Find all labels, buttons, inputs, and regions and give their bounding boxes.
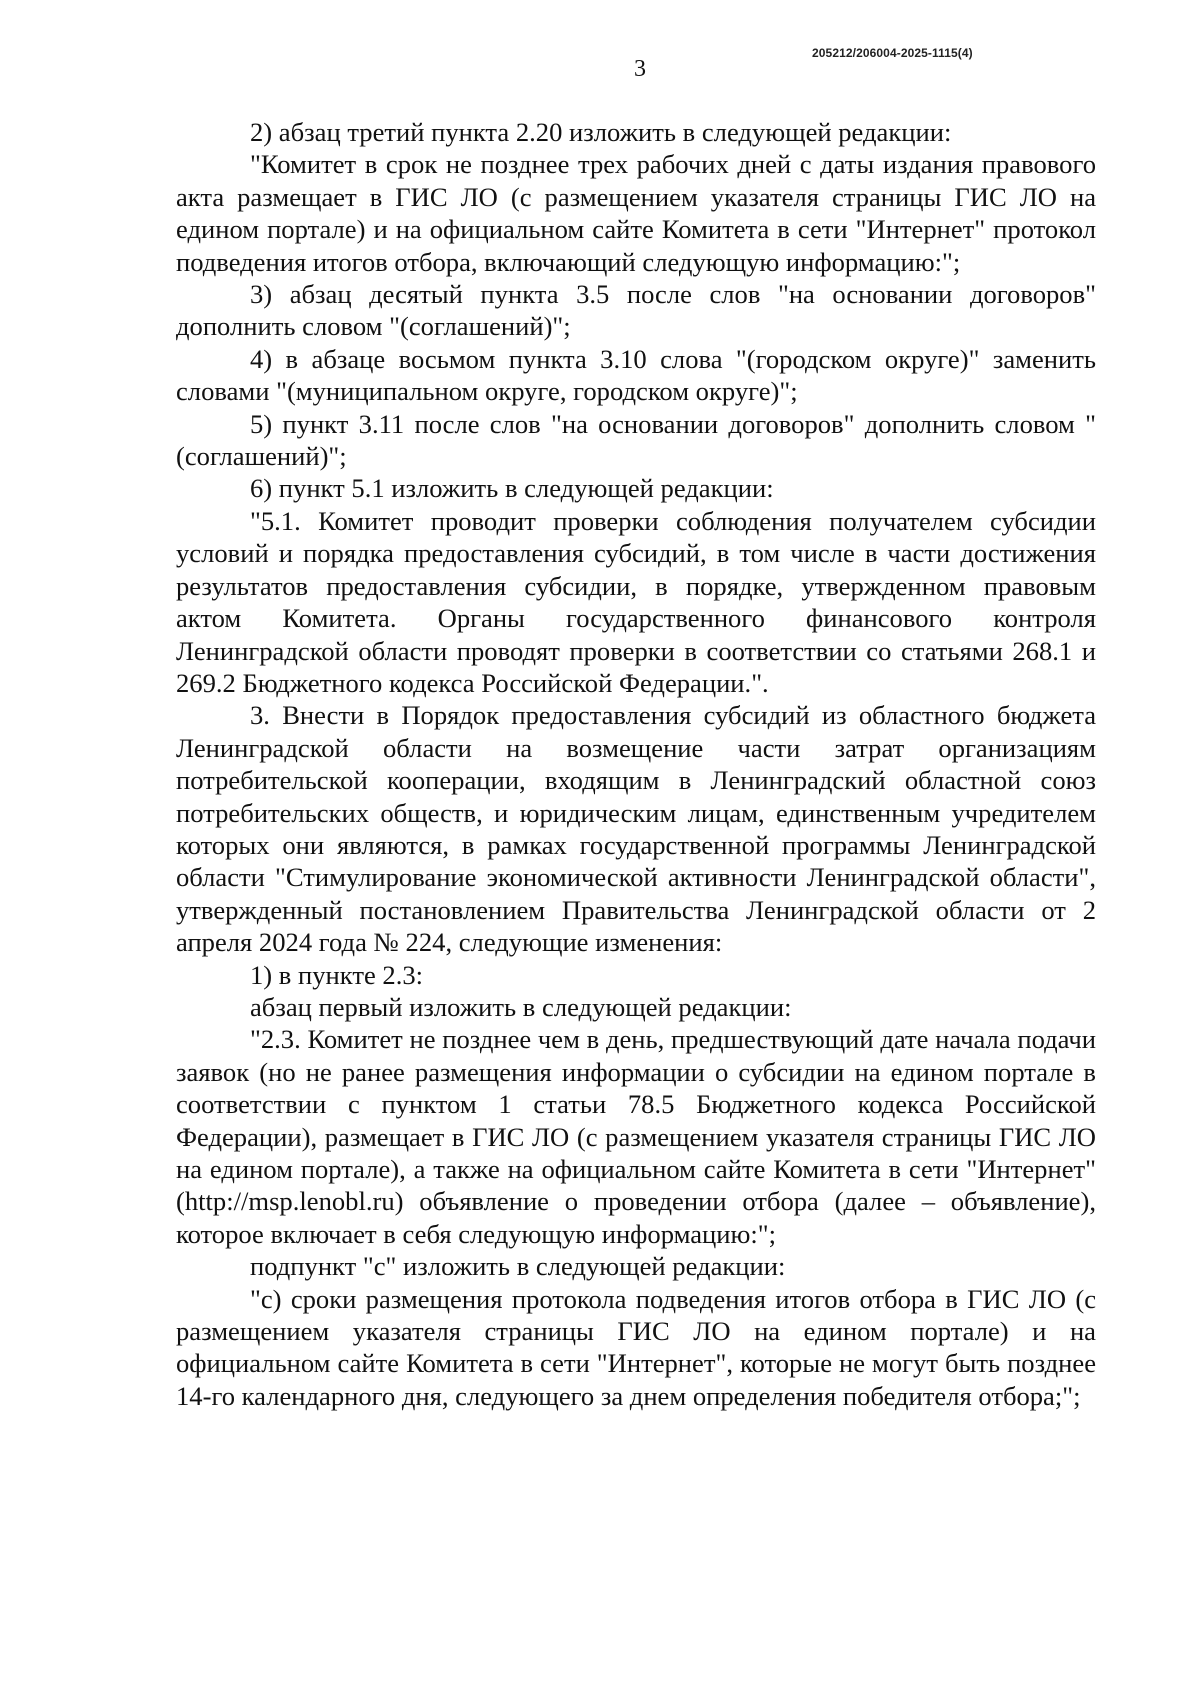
paragraph-quote-c: "с) сроки размещения протокола подведения итогов отбора в ГИС ЛО (с размещением указателя страницы ГИС ЛО на едином портале) и на официальном сайте Комитета в сети "Интернет", которые не могут быть позднее 14-го календарного дня, следующего за днем определения победителя отбора;"; — [176, 1283, 1096, 1411]
paragraph-section-3: 3. Внести в Порядок предоставления субсидий из областного бюджета Ленинградской области на возмещение части затрат организациям потребительской кооперации, входящим в Ленинградский областной союз потребительских обществ, и юридическим лицам, единственным учредителем которых они являются, в рамках государственной программы Ленинградской области "Стимулирование экономической активности Ленинградской области", утвержденный постановлением Правительства Ленинградской области от 2 апреля 2024 года № 224, следующие изменения: — [176, 700, 1096, 958]
paragraph-quote-committee-protocol: "Комитет в срок не позднее трех рабочих дней с даты издания правового акта размещает в ГИС ЛО (с размещением указателя страницы ГИС ЛО на едином портале) и на официальном сайте Комитета в сети "Интернет" протокол подведения итогов отбора, включающий следующую информацию:"; — [176, 149, 1096, 277]
paragraph-item-6: 6) пункт 5.1 изложить в следующей редакции: — [250, 473, 774, 504]
paragraph-item-2: 2) абзац третий пункта 2.20 изложить в следующей редакции: — [250, 117, 952, 147]
document-body — [176, 116, 1096, 1412]
page-number: 3 — [634, 56, 646, 82]
paragraph-quote-2-3: "2.3. Комитет не позднее чем в день, предшествующий дате начала подачи заявок (но не ранее размещения информации о субсидии на едином портале в соответствии с пунктом 1 статьи 78.5 Бюджетного кодекса Российской Федерации), размещает в ГИС ЛО (с размещением указателя страницы ГИС ЛО на едином портале), а также на официальном сайте Комитета в сети "Интернет" (http://msp.lenobl.ru) объявление о проведении отбора (далее – объявление), которое включает в себя следующую информацию:"; — [176, 1024, 1096, 1249]
paragraph-subitem-1: 1) в пункте 2.3: — [250, 959, 424, 990]
paragraph-item-3: 3) абзац десятый пункта 3.5 после слов "на основании договоров" дополнить словом "(соглашений)"; — [176, 279, 1096, 342]
paragraph-subpoint-c: подпункт "с" изложить в следующей редакции: — [250, 1251, 786, 1282]
paragraph-first-abzac: абзац первый изложить в следующей редакции: — [250, 991, 792, 1022]
paragraph-quote-5-1: "5.1. Комитет проводит проверки соблюдения получателем субсидии условий и порядка предоставления субсидий, в том числе в части достижения результатов предоставления субсидии, в порядке, утвержденном правовым актом Комитета. Органы государственного финансового контроля Ленинградской области проводят проверки в соответствии со статьями 268.1 и 269.2 Бюджетного кодекса Российской Федерации.". — [176, 505, 1096, 698]
paragraph-item-4: 4) в абзаце восьмом пункта 3.10 слова "(городском округе)" заменить словами "(муниципальном округе, городском округе)"; — [176, 343, 1096, 407]
document-registration-code: 205212/206004-2025-1115(4) — [812, 46, 973, 60]
paragraph-item-5: 5) пункт 3.11 после слов "на основании договоров" дополнить словом "(соглашений)"; — [176, 408, 1096, 472]
